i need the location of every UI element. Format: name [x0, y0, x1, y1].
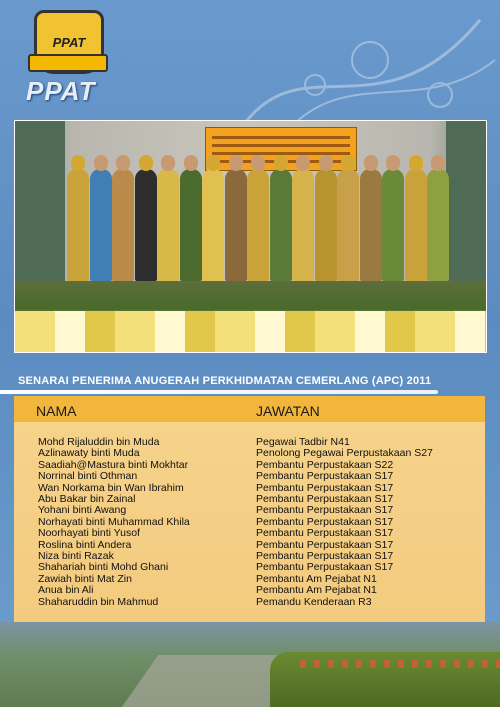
- recipient-name: Zawiah binti Mat Zin: [38, 572, 132, 585]
- column-header-nama: NAMA: [36, 403, 77, 419]
- recipient-jawatan: Pembantu Perpustakaan S17: [256, 493, 394, 505]
- recipient-jawatan: Pembantu Perpustakaan S17: [256, 550, 394, 562]
- section-title: SENARAI PENERIMA ANUGERAH PERKHIDMATAN CEMERLANG (APC) 2011: [18, 375, 432, 387]
- recipient-name: Azlinawaty binti Muda: [38, 447, 140, 460]
- recipient-name: Mohd Rijaluddin bin Muda: [38, 436, 160, 448]
- recipient-jawatan: Pembantu Perpustakaan S17: [256, 470, 394, 483]
- recipient-jawatan: Pembantu Am Pejabat N1: [256, 572, 377, 585]
- recipient-jawatan: Pembantu Perpustakaan S17: [256, 504, 394, 517]
- recipient-name: Niza binti Razak: [38, 550, 114, 562]
- logo-ribbon: [28, 54, 108, 72]
- ppat-logo: [26, 10, 106, 110]
- recipient-jawatan: Pembantu Perpustakaan S17: [256, 561, 394, 574]
- recipient-name: Saadiah@Mastura binti Mokhtar: [38, 458, 189, 471]
- recipient-name: Norhayati binti Muhammad Khila: [38, 515, 190, 528]
- logo-name: PPAT: [26, 76, 96, 106]
- recipient-jawatan: Penolong Pegawai Perpustakaan S27: [256, 447, 433, 460]
- recipient-name: Shahariah binti Mohd Ghani: [38, 561, 169, 574]
- recipient-jawatan: Pembantu Perpustakaan S22: [256, 458, 394, 471]
- recipient-name: Norrinal binti Othman: [38, 470, 138, 483]
- recipient-name: Wan Norkama bin Wan Ibrahim: [38, 481, 184, 494]
- recipient-name: Noorhayati binti Yusof: [38, 527, 140, 540]
- list-header-bar: [14, 396, 485, 422]
- column-header-jawatan: JAWATAN: [256, 403, 320, 419]
- stage-drapery: [15, 311, 486, 352]
- recipient-name: Abu Bakar bin Zainal: [38, 493, 136, 505]
- recipient-name: Shaharuddin bin Mahmud: [38, 595, 159, 608]
- logo-crest-text: PPAT: [52, 35, 86, 50]
- recipient-jawatan: Pembantu Perpustakaan S17: [256, 515, 394, 528]
- recipient-name: Anua bin Ali: [38, 584, 94, 597]
- recipient-jawatan: Pemandu Kenderaan R3: [256, 595, 372, 608]
- award-ceremony-photo: [14, 120, 487, 353]
- recipient-jawatan: Pembantu Am Pejabat N1: [256, 584, 377, 597]
- recipient-name: Roslina binti Andera: [38, 538, 132, 551]
- recipient-jawatan: Pembantu Perpustakaan S17: [256, 481, 394, 494]
- recipient-name: Yohani binti Awang: [38, 504, 127, 517]
- recipient-jawatan: Pegawai Tadbir N41: [256, 436, 350, 448]
- recipient-jawatan: Pembantu Perpustakaan S17: [256, 527, 394, 540]
- recipient-jawatan: Pembantu Perpustakaan S17: [256, 538, 394, 551]
- section-underline: [0, 390, 438, 394]
